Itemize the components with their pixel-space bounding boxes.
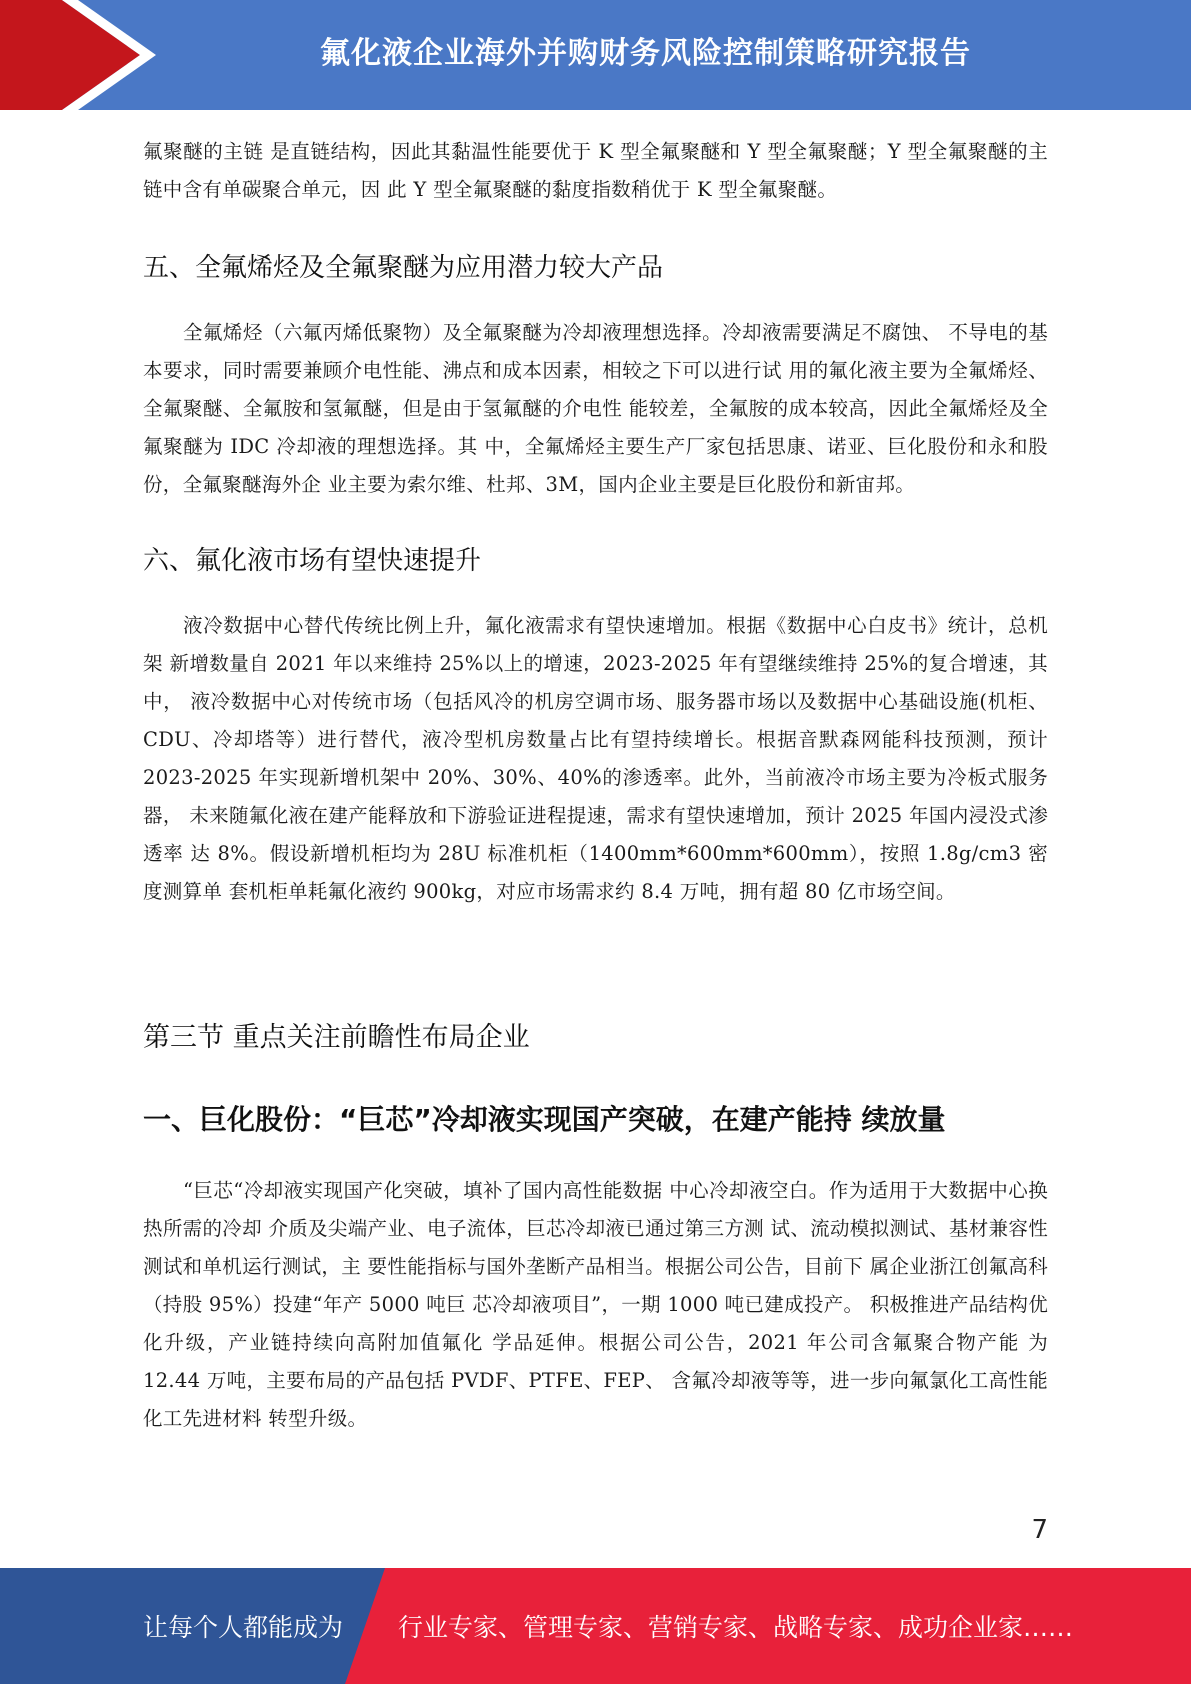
header-arrow-decoration: [0, 0, 160, 110]
section-6-paragraph: 液冷数据中心替代传统比例上升，氟化液需求有望快速增加。根据《数据中心白皮书》统计，总机架 新增数量自 2021 年以来维持 25%以上的增速，2023-2025 年有望继续维持 25%的复合增速，其中， 液冷数据中心对传统市场（包括风冷的机房空调市场、服务器市场以及数据中心基础设施(机柜、 CDU、冷却塔等）进行替代，液冷型机房数量占比有望持续增长。根据音默森网能科技预测，预计 2023-2025 年实现新增机架中 20%、30%、40%的渗透率。此外，当前液冷市场主要为冷板式服务器， 未来随氟化液在建产能释放和下游验证进程提速，需求有望快速增加，预计 2025 年国内浸没式渗透率 达 8%。假设新增机柜均为 28U 标准机柜（1400mm*600mm*600mm），按照 1.8g/cm3 密度测算单 套机柜单耗氟化液约 900kg，对应市场需求约 8.4 万吨，拥有超 80 亿市场空间。: [143, 614, 1048, 903]
footer-slogan-right: 行业专家、管理专家、营销专家、战略专家、成功企业家……: [398, 1613, 1074, 1642]
section-one-heading: 一、巨化股份：“巨芯”冷却液实现国产突破，在建产能持 续放量: [143, 1103, 946, 1136]
section-6-heading: 六、氟化液市场有望快速提升: [143, 546, 482, 576]
page-footer: [0, 1568, 1191, 1684]
section-three-title: 第三节 重点关注前瞻性布局企业: [143, 1022, 530, 1053]
section-one-paragraph: “巨芯“冷却液实现国产化突破，填补了国内高性能数据 中心冷却液空白。作为适用于大数据中心换热所需的冷却 介质及尖端产业、电子流体，巨芯冷却液已通过第三方测 试、流动模拟测试、基材兼容性测试和单机运行测试，主 要性能指标与国外垄断产品相当。根据公司公告，目前下 属企业浙江创氟高科（持股 95%）投建“年产 5000 吨巨 芯冷却液项目”，一期 1000 吨已建成投产。 积极推进产品结构优化升级，产业链持续向高附加值氟化 学品延伸。根据公司公告，2021 年公司含氟聚合物产能 为 12.44 万吨，主要布局的产品包括 PVDF、PTFE、FEP、 含氟冷却液等等，进一步向氟氯化工高性能化工先进材料 转型升级。: [143, 1179, 1048, 1430]
page-number: 7: [1031, 1515, 1048, 1545]
footer-slogan-left: 让每个人都能成为: [143, 1613, 344, 1642]
section-5-paragraph: 全氟烯烃（六氟丙烯低聚物）及全氟聚醚为冷却液理想选择。冷却液需要满足不腐蚀、 不导电的基本要求，同时需要兼顾介电性能、沸点和成本因素，相较之下可以进行试 用的氟化液主要为全氟烯烃、全氟聚醚、全氟胺和氢氟醚，但是由于氢氟醚的介电性 能较差，全氟胺的成本较高，因此全氟烯烃及全氟聚醚为 IDC 冷却液的理想选择。其 中，全氟烯烃主要生产厂家包括思康、诺亚、巨化股份和永和股份，全氟聚醚海外企 业主要为索尔维、杜邦、3M，国内企业主要是巨化股份和新宙邦。: [143, 321, 1048, 496]
section-5-heading: 五、全氟烯烃及全氟聚醚为应用潜力较大产品: [143, 253, 664, 283]
page-header: [0, 0, 1191, 110]
intro-paragraph: 氟聚醚的主链 是直链结构，因此其黏温性能要优于 K 型全氟聚醚和 Y 型全氟聚醚；Y 型全氟聚醚的主链中含有单碳聚合单元，因 此 Y 型全氟聚醚的黏度指数稍优于 K 型全氟聚醚。: [143, 140, 1048, 201]
document-body: [143, 133, 1048, 1438]
header-title: 氟化液企业海外并购财务风险控制策略研究报告: [320, 36, 971, 71]
